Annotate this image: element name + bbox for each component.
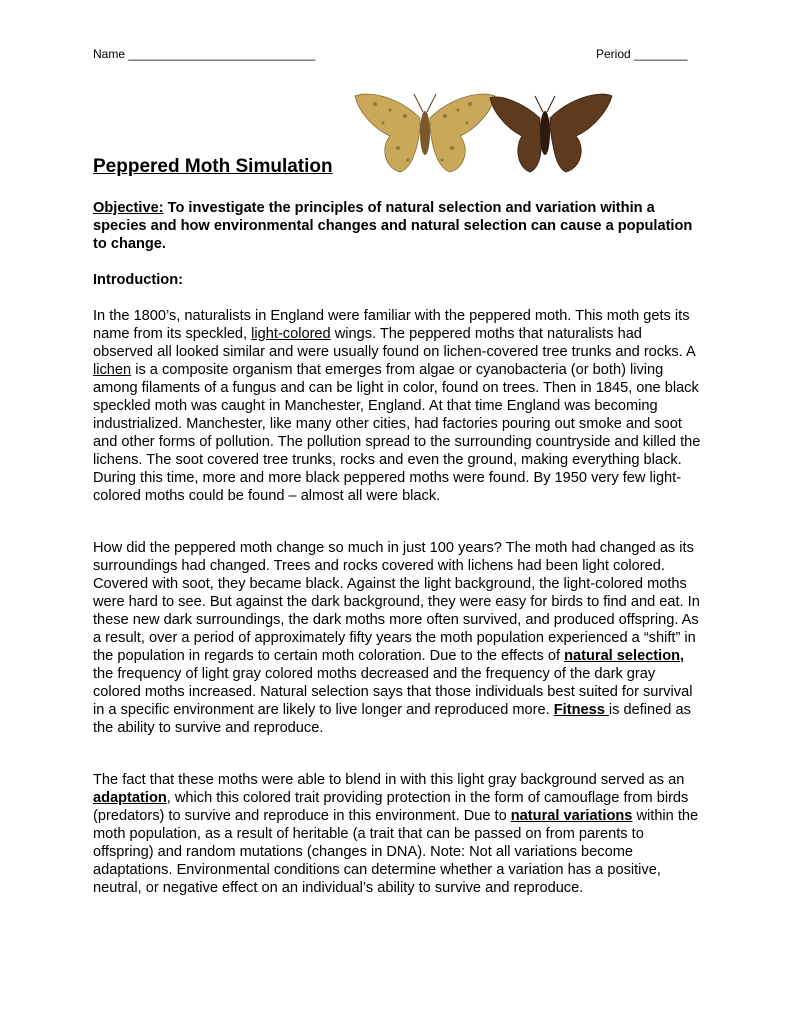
para1-text-e: is a composite organism that emerges from algae or cyanobacteria (or both) living among filaments of a fungus and can be light in color, found on trees. Then in 1845, one black speckled moth was caught in Manchester, England. At that time England was becoming industrialized. Manchester, like many other cities, had factories pouring out smoke and soot and other forms of pollution. The pollution spread to the surrounding countryside and killed the lichens. The soot covered tree trunks, rocks and even the ground, making everything black. During this time, more and more black peppered moths were found. By 1950 very few light-colored moths could be found – almost all were black. [93,362,701,504]
name-label: Name [93,47,126,61]
term-natural-selection: natural selection, [564,648,685,664]
term-lichen: lichen [93,362,132,378]
para3-text-c: , which this colored trait providing protection in the form of camouflage from birds (predators) to survive and reproduce in this environment. Due to [93,790,689,824]
period-field-line [596,47,687,61]
period-blank: ________ [634,47,688,61]
name-field-line [93,47,315,61]
light-moth-image [355,94,495,172]
para3-text-a: The fact that these moths were able to blend in with this light gray background served as an [93,772,685,788]
intro-paragraph-3 [93,771,703,897]
term-fitness: Fitness [553,702,609,718]
period-label: Period [596,47,631,61]
objective-label: Objective: [93,200,164,216]
term-light-colored: light-colored [251,326,331,342]
para2-text-e: is defined as the ability to survive and reproduce. [93,702,691,736]
para2-text-c: the frequency of light gray colored moths decreased and the frequency of the dark gray colored moths increased. Natural selection says that those individuals best suited for survival in a specific environment are likely to live longer and reproduced more. [93,666,693,718]
introduction-heading: Introduction: [93,272,183,288]
term-adaptation: adaptation [93,790,167,806]
para2-text-a: How did the peppered moth change so much in just 100 years? The moth had changed as its surroundings had changed. Trees and rocks covered with lichens had been light colored. Covered with soot, they became black. Against the light background, the light-colored moths were hard to see. But against the dark background, they were easy for birds to find and eat. In these new dark surroundings, the dark moths more often survived, and produced offspring. As a result, over a period of approximately fifty years the moth population experienced a “shift” in the population in regards to certain moth coloration. Due to the effects of [93,540,700,664]
para1-text-a: In the 1800’s, naturalists in England were familiar with the peppered moth. This moth gets its name from its speckled, [93,308,690,342]
moth-images [350,88,615,178]
para1-text-c: wings. The peppered moths that naturalists had observed all looked similar and were usually found on lichen-covered tree trunks and rocks. A [93,326,695,360]
intro-paragraph-1 [93,307,703,505]
name-blank: ____________________________ [128,47,316,61]
page-title: Peppered Moth Simulation [93,156,333,177]
dark-moth-image [490,94,612,172]
term-natural-variations: natural variations [510,808,633,824]
objective-text: To investigate the principles of natural selection and variation within a species and how environmental changes and natural selection can cause a population to change. [93,200,693,252]
para3-text-e: within the moth population, as a result of heritable (a trait that can be passed on from parents to offspring) and random mutations (changes in DNA). Note: Not all variations become adaptations. Environmental conditions can determine whether a variation has a positive, neutral, or negative effect on an individual’s ability to survive and reproduce. [93,808,699,896]
intro-paragraph-2 [93,539,703,737]
objective-paragraph [93,199,703,253]
